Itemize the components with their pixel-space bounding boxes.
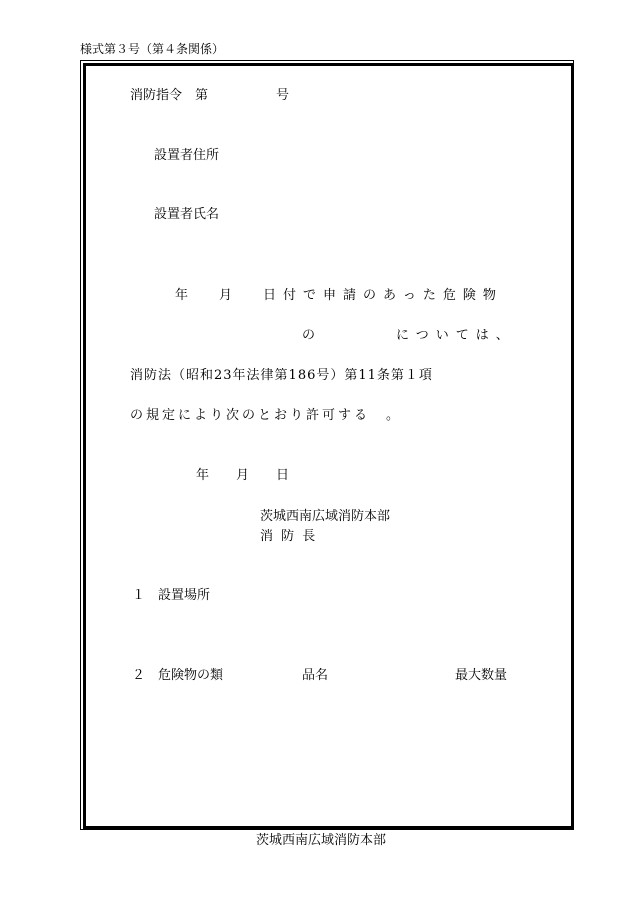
date-month: 月	[236, 468, 250, 483]
application-text: 日付で申請のあった危険物	[263, 288, 503, 303]
permission-statement: の規定により次のとおり許可する 。	[130, 408, 403, 423]
item-2-hazardous-class: ２ 危険物の類	[132, 668, 224, 683]
form-inner-frame	[83, 63, 574, 829]
installer-address-label: 設置者住所	[154, 148, 220, 163]
command-number-suffix: 号	[276, 88, 290, 103]
application-no-particle: の	[302, 328, 316, 343]
issuer-organization: 茨城西南広域消防本部	[260, 509, 391, 524]
item-2-max-quantity: 最大数量	[455, 668, 508, 683]
fire-law-reference: 消防法（昭和23年法律第186号）第11条第１項	[130, 368, 433, 383]
date-day: 日	[276, 468, 290, 483]
issuer-title: 消 防 長	[260, 529, 318, 544]
footer-organization: 茨城西南広域消防本部	[256, 833, 387, 848]
item-1-installation-location: １ 設置場所	[132, 588, 211, 603]
application-month: 月	[219, 288, 233, 303]
command-number-prefix: 消防指令 第	[130, 88, 209, 103]
application-text-2: については、	[396, 328, 516, 343]
installer-name-label: 設置者氏名	[154, 207, 220, 222]
item-2-product-name: 品名	[302, 668, 329, 683]
date-year: 年	[196, 468, 210, 483]
form-number-label: 様式第３号（第４条関係）	[80, 42, 225, 56]
application-year: 年	[175, 288, 189, 303]
